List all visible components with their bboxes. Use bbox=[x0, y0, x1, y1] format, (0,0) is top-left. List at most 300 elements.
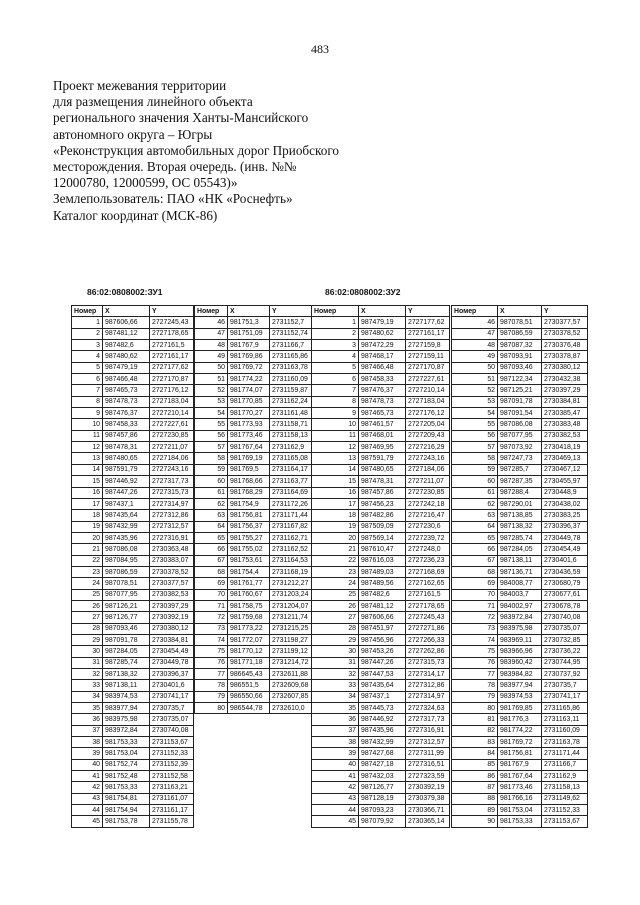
x-coordinate-cell: 981752,48 bbox=[103, 771, 150, 782]
table-row bbox=[195, 669, 312, 680]
table-row bbox=[195, 555, 312, 566]
x-coordinate-cell: 987284,05 bbox=[498, 544, 542, 555]
x-coordinate-cell: 987482,6 bbox=[359, 589, 406, 600]
point-number-cell: 28 bbox=[72, 623, 103, 634]
x-coordinate-cell: 987091,78 bbox=[498, 396, 542, 407]
x-coordinate-cell: 987122,34 bbox=[498, 374, 542, 385]
point-number-cell: 80 bbox=[452, 703, 498, 714]
x-coordinate-cell: 986645,43 bbox=[228, 669, 270, 680]
table-row bbox=[195, 646, 312, 657]
point-number-cell: 38 bbox=[312, 737, 359, 748]
y-coordinate-cell: 2730737,92 bbox=[542, 669, 588, 680]
header-line: автономного округа – Югры bbox=[53, 126, 213, 142]
y-coordinate-cell: 2727159,8 bbox=[406, 340, 450, 351]
y-coordinate-cell: 2731171,44 bbox=[542, 748, 588, 759]
x-coordinate-cell: 987482,86 bbox=[359, 510, 406, 521]
point-number-cell: 78 bbox=[195, 680, 228, 691]
point-number-cell: 54 bbox=[195, 408, 228, 419]
y-coordinate-cell: 2730383,07 bbox=[150, 555, 194, 566]
table-row bbox=[312, 374, 450, 385]
point-number-cell: 75 bbox=[452, 646, 498, 657]
table-row bbox=[312, 340, 450, 351]
y-coordinate-cell: 2727262,86 bbox=[406, 646, 450, 657]
point-number-cell: 33 bbox=[312, 680, 359, 691]
y-coordinate-cell: 2731153,67 bbox=[150, 737, 194, 748]
column-header: X bbox=[228, 306, 270, 317]
x-coordinate-cell: 987138,11 bbox=[103, 680, 150, 691]
header-line: регионального значения Ханты-Мансийского bbox=[53, 110, 309, 126]
y-coordinate-cell: 2730397,29 bbox=[150, 600, 194, 611]
table-row bbox=[72, 374, 194, 385]
point-number-cell: 37 bbox=[312, 725, 359, 736]
table-row bbox=[452, 555, 588, 566]
y-coordinate-cell: 2731159,87 bbox=[270, 385, 312, 396]
x-coordinate-cell: 981752,74 bbox=[103, 759, 150, 770]
x-coordinate-cell: 981754,4 bbox=[228, 566, 270, 577]
y-coordinate-cell: 2727216,47 bbox=[406, 510, 450, 521]
y-coordinate-cell: 2731166,7 bbox=[270, 340, 312, 351]
x-coordinate-cell: 987077,95 bbox=[103, 589, 150, 600]
y-coordinate-cell: 2731172,26 bbox=[270, 498, 312, 509]
y-coordinate-cell: 2727314,97 bbox=[150, 498, 194, 509]
point-number-cell: 24 bbox=[72, 578, 103, 589]
table-row bbox=[452, 714, 588, 725]
table-row bbox=[195, 521, 312, 532]
x-coordinate-cell: 981770,85 bbox=[228, 396, 270, 407]
table-row bbox=[312, 544, 450, 555]
y-coordinate-cell: 2727176,12 bbox=[406, 408, 450, 419]
x-coordinate-cell: 987288,4 bbox=[498, 487, 542, 498]
table-row bbox=[72, 600, 194, 611]
point-number-cell: 19 bbox=[72, 521, 103, 532]
x-coordinate-cell: 981776,3 bbox=[498, 714, 542, 725]
table-row bbox=[195, 328, 312, 339]
x-coordinate-cell: 981772,07 bbox=[228, 634, 270, 645]
x-coordinate-cell: 987290,01 bbox=[498, 498, 542, 509]
point-number-cell: 75 bbox=[195, 646, 228, 657]
point-number-cell: 40 bbox=[72, 759, 103, 770]
table-row bbox=[452, 430, 588, 441]
point-number-cell: 1 bbox=[72, 317, 103, 328]
point-number-cell: 73 bbox=[452, 623, 498, 634]
x-coordinate-cell: 987569,14 bbox=[359, 532, 406, 543]
y-coordinate-cell: 2727236,23 bbox=[406, 555, 450, 566]
x-coordinate-cell: 987480,65 bbox=[103, 453, 150, 464]
point-number-cell: 71 bbox=[452, 600, 498, 611]
table-row bbox=[72, 328, 194, 339]
point-number-cell: 9 bbox=[72, 408, 103, 419]
point-number-cell: 77 bbox=[195, 669, 228, 680]
y-coordinate-cell: 2730366,71 bbox=[406, 805, 450, 816]
y-coordinate-cell: 2732611,88 bbox=[270, 669, 312, 680]
table-row bbox=[312, 759, 450, 770]
table-row bbox=[72, 669, 194, 680]
y-coordinate-cell: 2727245,43 bbox=[406, 612, 450, 623]
point-number-cell: 35 bbox=[312, 703, 359, 714]
x-coordinate-cell: 987478,73 bbox=[359, 396, 406, 407]
x-coordinate-cell: 981769,72 bbox=[498, 737, 542, 748]
table-row bbox=[452, 385, 588, 396]
x-coordinate-cell: 984003,7 bbox=[498, 589, 542, 600]
column-header: Y bbox=[150, 306, 194, 317]
table-row bbox=[312, 498, 450, 509]
x-coordinate-cell: 981753,33 bbox=[103, 737, 150, 748]
point-number-cell: 80 bbox=[195, 703, 228, 714]
x-coordinate-cell: 981753,33 bbox=[103, 782, 150, 793]
x-coordinate-cell: 987606,66 bbox=[103, 317, 150, 328]
table-row bbox=[312, 691, 450, 702]
x-coordinate-cell: 981761,77 bbox=[228, 578, 270, 589]
x-coordinate-cell: 987432,03 bbox=[359, 771, 406, 782]
point-number-cell: 36 bbox=[312, 714, 359, 725]
y-coordinate-cell: 2730449,78 bbox=[542, 532, 588, 543]
y-coordinate-cell: 2731164,53 bbox=[270, 555, 312, 566]
x-coordinate-cell: 987447,53 bbox=[359, 669, 406, 680]
y-coordinate-cell: 2727162,65 bbox=[406, 578, 450, 589]
table-row bbox=[72, 340, 194, 351]
table-row bbox=[195, 464, 312, 475]
y-coordinate-cell: 2730438,02 bbox=[542, 498, 588, 509]
x-coordinate-cell: 987610,47 bbox=[359, 544, 406, 555]
table-row bbox=[312, 771, 450, 782]
x-coordinate-cell: 987093,46 bbox=[103, 623, 150, 634]
x-coordinate-cell: 987079,92 bbox=[359, 816, 406, 827]
x-coordinate-cell: 987437,1 bbox=[103, 498, 150, 509]
y-coordinate-cell: 2731164,69 bbox=[270, 487, 312, 498]
x-coordinate-cell: 981774,22 bbox=[498, 725, 542, 736]
y-coordinate-cell: 2732607,85 bbox=[270, 691, 312, 702]
x-coordinate-cell: 981751,3 bbox=[228, 317, 270, 328]
point-number-cell: 62 bbox=[452, 498, 498, 509]
table-header-row bbox=[195, 306, 312, 317]
y-coordinate-cell: 2727266,33 bbox=[406, 634, 450, 645]
page-number: 483 bbox=[311, 42, 329, 56]
table-row bbox=[312, 453, 450, 464]
table-row bbox=[195, 680, 312, 691]
table-row bbox=[312, 396, 450, 407]
y-coordinate-cell: 2727312,57 bbox=[406, 737, 450, 748]
column-header: Номер bbox=[312, 306, 359, 317]
table-row bbox=[195, 612, 312, 623]
table-row bbox=[72, 805, 194, 816]
y-coordinate-cell: 2727170,87 bbox=[150, 374, 194, 385]
table-row bbox=[452, 771, 588, 782]
point-number-cell: 1 bbox=[312, 317, 359, 328]
x-coordinate-cell: 987457,86 bbox=[103, 430, 150, 441]
table-row bbox=[72, 691, 194, 702]
table-row bbox=[72, 793, 194, 804]
point-number-cell: 29 bbox=[72, 634, 103, 645]
table-row bbox=[195, 566, 312, 577]
x-coordinate-cell: 987247,73 bbox=[498, 453, 542, 464]
x-coordinate-cell: 981754,94 bbox=[103, 805, 150, 816]
y-coordinate-cell: 2730396,37 bbox=[150, 669, 194, 680]
table-row bbox=[312, 782, 450, 793]
table-row bbox=[72, 816, 194, 827]
table-row bbox=[72, 748, 194, 759]
table-row bbox=[72, 498, 194, 509]
x-coordinate-cell: 981756,37 bbox=[228, 521, 270, 532]
x-coordinate-cell: 981766,16 bbox=[498, 793, 542, 804]
column-header: Y bbox=[270, 306, 312, 317]
column-header: X bbox=[103, 306, 150, 317]
point-number-cell: 65 bbox=[452, 532, 498, 543]
point-number-cell: 72 bbox=[452, 612, 498, 623]
y-coordinate-cell: 2731163,77 bbox=[270, 476, 312, 487]
table-row bbox=[72, 737, 194, 748]
point-number-cell: 50 bbox=[452, 362, 498, 373]
x-coordinate-cell: 987446,92 bbox=[359, 714, 406, 725]
y-coordinate-cell: 2730377,57 bbox=[542, 317, 588, 328]
y-coordinate-cell: 2730454,49 bbox=[542, 544, 588, 555]
y-coordinate-cell: 2727205,04 bbox=[406, 419, 450, 430]
x-coordinate-cell: 981771,18 bbox=[228, 657, 270, 668]
x-coordinate-cell: 987489,56 bbox=[359, 578, 406, 589]
x-coordinate-cell: 987447,26 bbox=[359, 657, 406, 668]
y-coordinate-cell: 2730378,52 bbox=[150, 566, 194, 577]
y-coordinate-cell: 2727178,65 bbox=[406, 600, 450, 611]
y-coordinate-cell: 2730396,37 bbox=[542, 521, 588, 532]
point-number-cell: 13 bbox=[72, 453, 103, 464]
x-coordinate-cell: 987451,97 bbox=[359, 623, 406, 634]
x-coordinate-cell: 987458,33 bbox=[359, 374, 406, 385]
point-number-cell: 81 bbox=[452, 714, 498, 725]
point-number-cell: 21 bbox=[72, 544, 103, 555]
table-row bbox=[72, 464, 194, 475]
point-number-cell: 79 bbox=[452, 691, 498, 702]
point-number-cell: 45 bbox=[312, 816, 359, 827]
point-number-cell: 4 bbox=[312, 351, 359, 362]
y-coordinate-cell: 2727315,73 bbox=[406, 657, 450, 668]
point-number-cell: 8 bbox=[312, 396, 359, 407]
x-coordinate-cell: 987468,01 bbox=[359, 430, 406, 441]
x-coordinate-cell: 987427,18 bbox=[359, 759, 406, 770]
table-row bbox=[452, 805, 588, 816]
x-coordinate-cell: 981760,67 bbox=[228, 589, 270, 600]
table-header-row bbox=[312, 306, 450, 317]
y-coordinate-cell: 2730397,29 bbox=[542, 385, 588, 396]
y-coordinate-cell: 2731162,9 bbox=[542, 771, 588, 782]
x-coordinate-cell: 987086,08 bbox=[498, 419, 542, 430]
point-number-cell: 56 bbox=[195, 430, 228, 441]
point-number-cell: 5 bbox=[312, 362, 359, 373]
y-coordinate-cell: 2731163,21 bbox=[150, 782, 194, 793]
x-coordinate-cell: 987126,21 bbox=[103, 600, 150, 611]
y-coordinate-cell: 2727314,17 bbox=[406, 669, 450, 680]
x-coordinate-cell: 987086,59 bbox=[103, 566, 150, 577]
point-number-cell: 11 bbox=[312, 430, 359, 441]
x-coordinate-cell: 987456,23 bbox=[359, 498, 406, 509]
table-row bbox=[312, 612, 450, 623]
x-coordinate-cell: 983972,84 bbox=[103, 725, 150, 736]
point-number-cell: 45 bbox=[72, 816, 103, 827]
parcel1-caption: 86:02:0808002:ЗУ1 bbox=[87, 287, 163, 297]
table-row bbox=[72, 759, 194, 770]
x-coordinate-cell: 981751,09 bbox=[228, 328, 270, 339]
point-number-cell: 69 bbox=[195, 578, 228, 589]
x-coordinate-cell: 981759,68 bbox=[228, 612, 270, 623]
y-coordinate-cell: 2727314,97 bbox=[406, 691, 450, 702]
table-row bbox=[72, 453, 194, 464]
y-coordinate-cell: 2730741,17 bbox=[542, 691, 588, 702]
table-row bbox=[312, 362, 450, 373]
point-number-cell: 60 bbox=[195, 476, 228, 487]
y-coordinate-cell: 2730380,12 bbox=[542, 362, 588, 373]
point-number-cell: 34 bbox=[312, 691, 359, 702]
x-coordinate-cell: 981769,5 bbox=[228, 464, 270, 475]
table-row bbox=[312, 464, 450, 475]
table-row bbox=[452, 487, 588, 498]
table-row bbox=[195, 430, 312, 441]
x-coordinate-cell: 983974,53 bbox=[103, 691, 150, 702]
table-row bbox=[312, 532, 450, 543]
point-number-cell: 26 bbox=[72, 600, 103, 611]
y-coordinate-cell: 2730432,38 bbox=[542, 374, 588, 385]
x-coordinate-cell: 987478,73 bbox=[103, 396, 150, 407]
x-coordinate-cell: 987285,74 bbox=[103, 657, 150, 668]
table-row bbox=[195, 340, 312, 351]
x-coordinate-cell: 987466,48 bbox=[359, 362, 406, 373]
point-number-cell: 26 bbox=[312, 600, 359, 611]
point-number-cell: 49 bbox=[452, 351, 498, 362]
y-coordinate-cell: 2730677,61 bbox=[542, 589, 588, 600]
x-coordinate-cell: 987093,91 bbox=[498, 351, 542, 362]
x-coordinate-cell: 987073,92 bbox=[498, 442, 542, 453]
y-coordinate-cell: 2727159,11 bbox=[406, 351, 450, 362]
y-coordinate-cell: 2727161,5 bbox=[406, 589, 450, 600]
point-number-cell: 18 bbox=[312, 510, 359, 521]
y-coordinate-cell: 2731152,58 bbox=[150, 771, 194, 782]
x-coordinate-cell: 987453,26 bbox=[359, 646, 406, 657]
x-coordinate-cell: 983975,98 bbox=[498, 623, 542, 634]
table-row bbox=[452, 646, 588, 657]
table-row bbox=[452, 351, 588, 362]
point-number-cell: 38 bbox=[72, 737, 103, 748]
point-number-cell: 53 bbox=[452, 396, 498, 407]
table-row bbox=[72, 646, 194, 657]
point-number-cell: 51 bbox=[195, 374, 228, 385]
y-coordinate-cell: 2727183,04 bbox=[406, 396, 450, 407]
y-coordinate-cell: 2730383,25 bbox=[542, 510, 588, 521]
y-coordinate-cell: 2730436,59 bbox=[542, 566, 588, 577]
x-coordinate-cell: 981773,46 bbox=[498, 782, 542, 793]
table-row bbox=[72, 703, 194, 714]
x-coordinate-cell: 987432,99 bbox=[103, 521, 150, 532]
point-number-cell: 54 bbox=[452, 408, 498, 419]
y-coordinate-cell: 2731166,7 bbox=[542, 759, 588, 770]
column-header: Номер bbox=[452, 306, 498, 317]
point-number-cell: 53 bbox=[195, 396, 228, 407]
x-coordinate-cell: 983984,82 bbox=[498, 669, 542, 680]
x-coordinate-cell: 981756,81 bbox=[228, 510, 270, 521]
y-coordinate-cell: 2727230,6 bbox=[406, 521, 450, 532]
y-coordinate-cell: 2730469,13 bbox=[542, 453, 588, 464]
y-coordinate-cell: 2730455,97 bbox=[542, 476, 588, 487]
x-coordinate-cell: 987465,73 bbox=[359, 408, 406, 419]
table-row bbox=[312, 657, 450, 668]
point-number-cell: 12 bbox=[312, 442, 359, 453]
column-header: Номер bbox=[72, 306, 103, 317]
x-coordinate-cell: 987086,59 bbox=[498, 328, 542, 339]
y-coordinate-cell: 2727315,73 bbox=[150, 487, 194, 498]
y-coordinate-cell: 2727227,61 bbox=[150, 419, 194, 430]
parcel2-table-part2 bbox=[451, 305, 588, 828]
x-coordinate-cell: 981755,02 bbox=[228, 544, 270, 555]
column-header: Y bbox=[542, 306, 588, 317]
table-row bbox=[312, 725, 450, 736]
point-number-cell: 7 bbox=[72, 385, 103, 396]
point-number-cell: 72 bbox=[195, 612, 228, 623]
point-number-cell: 70 bbox=[452, 589, 498, 600]
point-number-cell: 13 bbox=[312, 453, 359, 464]
x-coordinate-cell: 987591,79 bbox=[103, 464, 150, 475]
point-number-cell: 55 bbox=[195, 419, 228, 430]
table-row bbox=[195, 544, 312, 555]
point-number-cell: 40 bbox=[312, 759, 359, 770]
point-number-cell: 41 bbox=[312, 771, 359, 782]
x-coordinate-cell: 987078,51 bbox=[498, 317, 542, 328]
y-coordinate-cell: 2730383,48 bbox=[542, 419, 588, 430]
x-coordinate-cell: 987093,23 bbox=[359, 805, 406, 816]
y-coordinate-cell: 2727184,06 bbox=[406, 464, 450, 475]
point-number-cell: 71 bbox=[195, 600, 228, 611]
table-row bbox=[452, 374, 588, 385]
x-coordinate-cell: 984002,97 bbox=[498, 600, 542, 611]
table-row bbox=[452, 419, 588, 430]
table-row bbox=[72, 419, 194, 430]
point-number-cell: 64 bbox=[452, 521, 498, 532]
table-row bbox=[312, 566, 450, 577]
x-coordinate-cell: 987478,31 bbox=[103, 442, 150, 453]
x-coordinate-cell: 981767,9 bbox=[498, 759, 542, 770]
point-number-cell: 15 bbox=[312, 476, 359, 487]
y-coordinate-cell: 2731214,72 bbox=[270, 657, 312, 668]
point-number-cell: 56 bbox=[452, 430, 498, 441]
table-row bbox=[195, 419, 312, 430]
table-row bbox=[72, 680, 194, 691]
point-number-cell: 27 bbox=[72, 612, 103, 623]
point-number-cell: 42 bbox=[72, 782, 103, 793]
x-coordinate-cell: 987285,74 bbox=[498, 532, 542, 543]
point-number-cell: 5 bbox=[72, 362, 103, 373]
y-coordinate-cell: 2730376,48 bbox=[542, 340, 588, 351]
x-coordinate-cell: 987480,62 bbox=[103, 351, 150, 362]
point-number-cell: 68 bbox=[452, 566, 498, 577]
table-row bbox=[312, 634, 450, 645]
y-coordinate-cell: 2730384,81 bbox=[542, 396, 588, 407]
y-coordinate-cell: 2730385,47 bbox=[542, 408, 588, 419]
point-number-cell: 82 bbox=[452, 725, 498, 736]
y-coordinate-cell: 2731152,33 bbox=[150, 748, 194, 759]
x-coordinate-cell: 981754,9 bbox=[228, 498, 270, 509]
y-coordinate-cell: 2727316,91 bbox=[150, 532, 194, 543]
y-coordinate-cell: 2731204,07 bbox=[270, 600, 312, 611]
table-row bbox=[452, 317, 588, 328]
point-number-cell: 39 bbox=[72, 748, 103, 759]
point-number-cell: 52 bbox=[452, 385, 498, 396]
y-coordinate-cell: 2727211,07 bbox=[150, 442, 194, 453]
y-coordinate-cell: 2727312,57 bbox=[150, 521, 194, 532]
y-coordinate-cell: 2731164,17 bbox=[270, 464, 312, 475]
x-coordinate-cell: 987091,78 bbox=[103, 634, 150, 645]
y-coordinate-cell: 2727248,0 bbox=[406, 544, 450, 555]
table-row bbox=[452, 748, 588, 759]
x-coordinate-cell: 984008,77 bbox=[498, 578, 542, 589]
x-coordinate-cell: 981754,81 bbox=[103, 793, 150, 804]
point-number-cell: 73 bbox=[195, 623, 228, 634]
y-coordinate-cell: 2727230,85 bbox=[150, 430, 194, 441]
x-coordinate-cell: 987435,64 bbox=[359, 680, 406, 691]
